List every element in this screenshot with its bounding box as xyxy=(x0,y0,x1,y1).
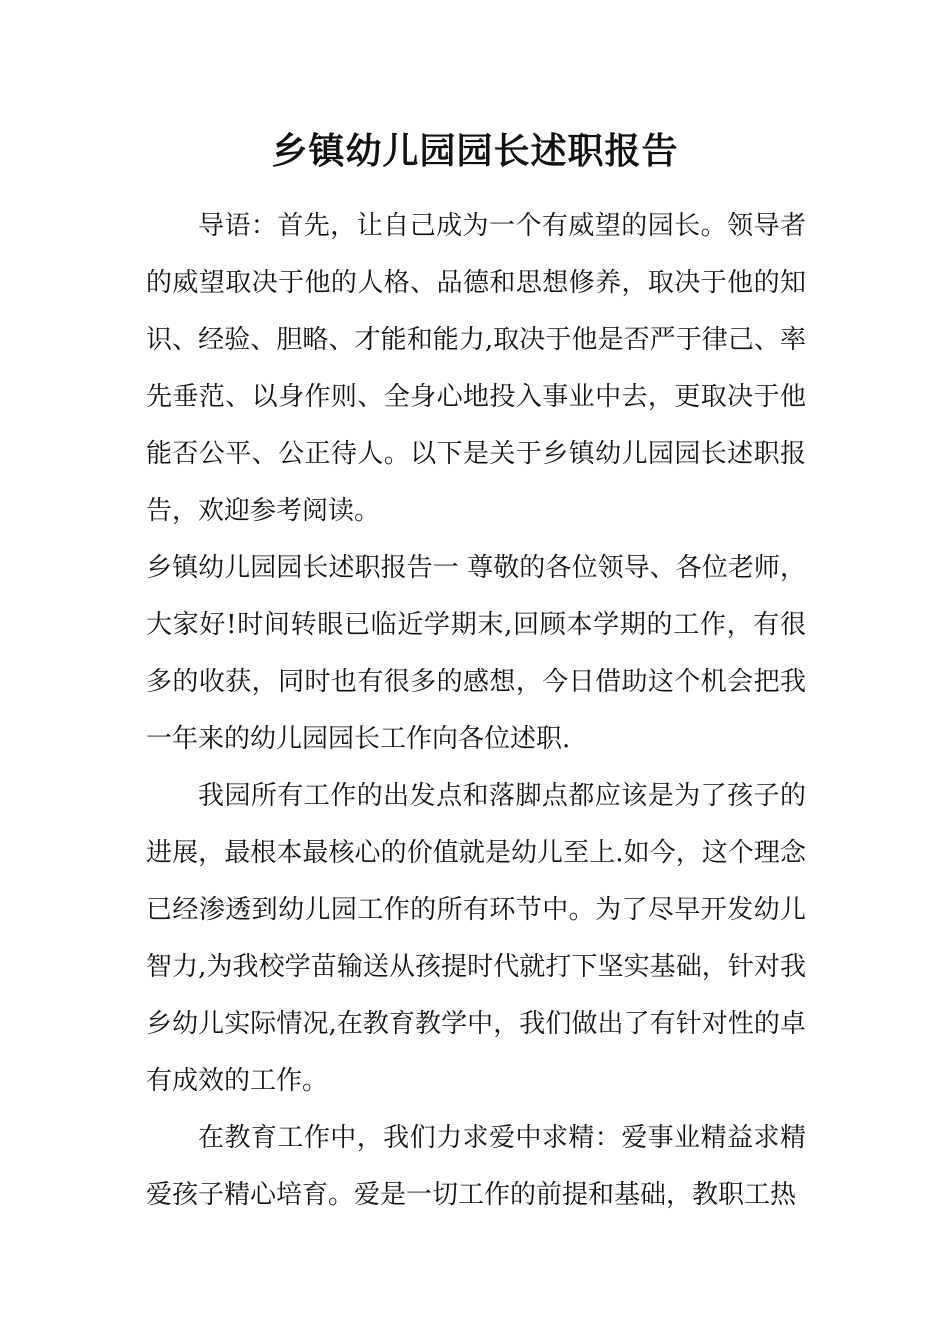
intro-paragraph: 导语：首先，让自己成为一个有威望的园长。领导者的威望取决于他的人格、品德和思想修养，取决于他的知识、经验、胆略、才能和能力,取决于他是否严于律己、率先垂范、以身作则、全身心地投入事业中去，更取决于他能否公平、公正待人。以下是关于乡镇幼儿园园长述职报告，欢迎参考阅读。 xyxy=(146,211,806,526)
document-title: 乡镇幼儿园园长述职报告 xyxy=(271,131,679,172)
section-first-paragraph: 尊敬的各位领导、各位老师，大家好!时间转眼已临近学期末,回顾本学期的工作，有很多的收获，同时也有很多的感想，今日借助这个机会把我一年来的幼儿园园长工作向各位述职. xyxy=(146,553,806,754)
document-body xyxy=(146,198,806,1224)
body-paragraph: 我园所有工作的出发点和落脚点都应该是为了孩子的进展，最根本最核心的价值就是幼儿至上.如今，这个理念已经渗透到幼儿园工作的所有环节中。为了尽早开发幼儿智力,为我校学苗输送从孩提时代就打下坚实基础，针对我乡幼儿实际情况,在教育教学中，我们做出了有针对性的卓有成效的工作。 xyxy=(146,781,806,1096)
section-gap xyxy=(459,553,467,583)
body-paragraph: 在教育工作中，我们力求爱中求精：爱事业精益求精爱孩子精心培育。爱是一切工作的前提和基础，教职工热 xyxy=(146,1123,806,1210)
section-one-paragraph xyxy=(146,540,806,768)
section-heading: 乡镇幼儿园园长述职报告一 xyxy=(146,553,459,583)
